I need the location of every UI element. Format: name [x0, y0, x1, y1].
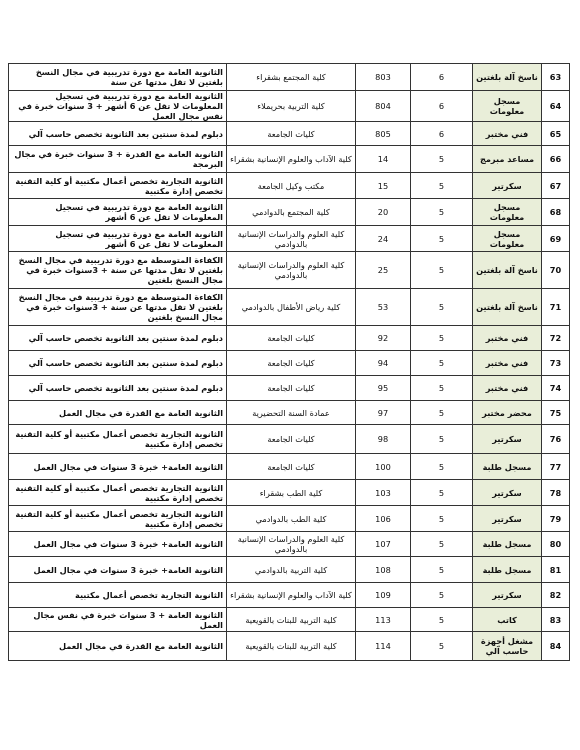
row-number-cell: 67 [542, 173, 570, 199]
department-cell: كلية المجتمع بالدوادمي [227, 199, 356, 226]
grade-level-cell: 5 [411, 608, 473, 632]
position-code-cell: 98 [356, 425, 411, 454]
qualification-cell: الثانوية التجارية تخصص أعمال مكتبية أو كلية التقنية تخصص إدارة مكتبية [9, 425, 227, 454]
department-cell: كلية التربية للبنات بالقويعية [227, 608, 356, 632]
job-title-cell: سكرتير [473, 583, 542, 608]
row-number-cell: 69 [542, 226, 570, 252]
grade-level-cell: 5 [411, 557, 473, 583]
row-number-cell: 75 [542, 401, 570, 425]
row-number-cell: 80 [542, 532, 570, 557]
grade-level-cell: 5 [411, 289, 473, 326]
job-title-cell: كاتب [473, 608, 542, 632]
job-title-cell: مشغل أجهزة حاسب آلي [473, 632, 542, 661]
row-number-cell: 72 [542, 326, 570, 351]
department-cell: كلية الآداب والعلوم الإنسانية بشقراء [227, 583, 356, 608]
position-code-cell: 803 [356, 64, 411, 91]
table-row [9, 351, 570, 376]
jobs-table [8, 63, 570, 661]
grade-level-cell: 5 [411, 425, 473, 454]
position-code-cell: 114 [356, 632, 411, 661]
table-row [9, 480, 570, 506]
department-cell: كلية الطب بشقراء [227, 480, 356, 506]
department-cell: كليات الجامعة [227, 122, 356, 146]
grade-level-cell: 5 [411, 583, 473, 608]
position-code-cell: 95 [356, 376, 411, 401]
position-code-cell: 100 [356, 454, 411, 480]
qualification-cell: الكفاءة المتوسطة مع دورة تدريبية في مجال النسخ بلغتين لا تقل مدتها عن سنة + 3سنوات خبرة في مجال النسخ بلغتين [9, 289, 227, 326]
table-row [9, 632, 570, 661]
qualification-cell: الثانوية التجارية تخصص أعمال مكتبية أو كلية التقنية تخصص إدارة مكتبية [9, 173, 227, 199]
grade-level-cell: 5 [411, 480, 473, 506]
table-row [9, 425, 570, 454]
row-number-cell: 73 [542, 351, 570, 376]
table-row [9, 122, 570, 146]
row-number-cell: 83 [542, 608, 570, 632]
table-row [9, 583, 570, 608]
grade-level-cell: 5 [411, 632, 473, 661]
grade-level-cell: 5 [411, 351, 473, 376]
qualification-cell: الثانوية العامة+ خبرة 3 سنوات في مجال العمل [9, 454, 227, 480]
job-title-cell: مسجل طلبة [473, 532, 542, 557]
qualification-cell: الثانوية العامة مع دورة تدريبية في تسجيل المعلومات لا تقل عن 6 أشهر [9, 226, 227, 252]
qualification-cell: دبلوم لمدة سنتين بعد الثانوية تخصص حاسب آلي [9, 376, 227, 401]
position-code-cell: 109 [356, 583, 411, 608]
job-title-cell: مسجل طلبة [473, 454, 542, 480]
qualification-cell: الثانوية العامة مع القدرة في مجال العمل [9, 401, 227, 425]
qualification-cell: الثانوية العامة مع دورة تدريبية في تسجيل المعلومات لا تقل عن 6 أشهر [9, 199, 227, 226]
job-title-cell: مسجل طلبة [473, 557, 542, 583]
department-cell: كليات الجامعة [227, 454, 356, 480]
department-cell: كلية التربية بحريملاء [227, 91, 356, 122]
row-number-cell: 78 [542, 480, 570, 506]
grade-level-cell: 6 [411, 64, 473, 91]
table-row [9, 326, 570, 351]
row-number-cell: 68 [542, 199, 570, 226]
row-number-cell: 63 [542, 64, 570, 91]
position-code-cell: 97 [356, 401, 411, 425]
row-number-cell: 84 [542, 632, 570, 661]
table-row [9, 557, 570, 583]
qualification-cell: دبلوم لمدة سنتين بعد الثانوية تخصص حاسب آلي [9, 351, 227, 376]
position-code-cell: 94 [356, 351, 411, 376]
job-title-cell: ناسخ آلة بلغتين [473, 252, 542, 289]
position-code-cell: 20 [356, 199, 411, 226]
position-code-cell: 14 [356, 146, 411, 173]
qualification-cell: الثانوية التجارية تخصص أعمال مكتبية أو كلية التقنية تخصص إدارة مكتبية [9, 480, 227, 506]
job-title-cell: فني مختبر [473, 326, 542, 351]
qualification-cell: الثانوية العامة مع القدرة + 3 سنوات خبرة في مجال البرمجة [9, 146, 227, 173]
table-row [9, 226, 570, 252]
position-code-cell: 92 [356, 326, 411, 351]
row-number-cell: 74 [542, 376, 570, 401]
table-row [9, 376, 570, 401]
position-code-cell: 103 [356, 480, 411, 506]
grade-level-cell: 5 [411, 401, 473, 425]
position-code-cell: 15 [356, 173, 411, 199]
qualification-cell: الثانوية التجارية تخصص أعمال مكتبية [9, 583, 227, 608]
table-row [9, 401, 570, 425]
position-code-cell: 53 [356, 289, 411, 326]
table-row [9, 146, 570, 173]
table-row [9, 454, 570, 480]
job-title-cell: فني مختبر [473, 376, 542, 401]
job-title-cell: مسجل معلومات [473, 199, 542, 226]
qualification-cell: دبلوم لمدة سنتين بعد الثانوية تخصص حاسب آلي [9, 326, 227, 351]
position-code-cell: 108 [356, 557, 411, 583]
job-title-cell: سكرتير [473, 506, 542, 532]
table-row [9, 289, 570, 326]
position-code-cell: 106 [356, 506, 411, 532]
job-title-cell: مسجل معلومات [473, 226, 542, 252]
grade-level-cell: 6 [411, 91, 473, 122]
job-title-cell: سكرتير [473, 480, 542, 506]
position-code-cell: 24 [356, 226, 411, 252]
row-number-cell: 82 [542, 583, 570, 608]
department-cell: كلية التربية للبنات بالقويعية [227, 632, 356, 661]
position-code-cell: 107 [356, 532, 411, 557]
department-cell: كلية رياض الأطفال بالدوادمي [227, 289, 356, 326]
department-cell: كلية العلوم والدراسات الإنسانية بالدوادمي [227, 226, 356, 252]
grade-level-cell: 5 [411, 532, 473, 557]
qualification-cell: الثانوية العامة مع دورة تدريبية في تسجيل المعلومات لا تقل عن 6 أشهر + 3 سنوات خبرة في نفس مجال العمل [9, 91, 227, 122]
row-number-cell: 66 [542, 146, 570, 173]
row-number-cell: 79 [542, 506, 570, 532]
department-cell: كلية الآداب والعلوم الإنسانية بشقراء [227, 146, 356, 173]
grade-level-cell: 5 [411, 454, 473, 480]
position-code-cell: 25 [356, 252, 411, 289]
grade-level-cell: 5 [411, 326, 473, 351]
table-row [9, 252, 570, 289]
department-cell: كلية الطب بالدوادمي [227, 506, 356, 532]
qualification-cell: الثانوية التجارية تخصص أعمال مكتبية أو كلية التقنية تخصص إدارة مكتبية [9, 506, 227, 532]
grade-level-cell: 6 [411, 122, 473, 146]
qualification-cell: الثانوية العامة + 3 سنوات خبرة في نفس مجال العمل [9, 608, 227, 632]
row-number-cell: 77 [542, 454, 570, 480]
job-title-cell: فني مختبر [473, 122, 542, 146]
row-number-cell: 81 [542, 557, 570, 583]
department-cell: كلية العلوم والدراسات الإنسانية بالدوادمي [227, 252, 356, 289]
job-title-cell: ناسخ آلة بلغتين [473, 64, 542, 91]
position-code-cell: 113 [356, 608, 411, 632]
qualification-cell: الثانوية العامة+ خبرة 3 سنوات في مجال العمل [9, 532, 227, 557]
department-cell: كلية العلوم والدراسات الإنسانية بالدوادمي [227, 532, 356, 557]
grade-level-cell: 5 [411, 506, 473, 532]
qualification-cell: دبلوم لمدة سنتين بعد الثانوية تخصص حاسب آلي [9, 122, 227, 146]
qualification-cell: الكفاءة المتوسطة مع دورة تدريبية في مجال النسخ بلغتين لا تقل مدتها عن سنة + 3سنوات خبرة في مجال النسخ بلغتين [9, 252, 227, 289]
table-row [9, 199, 570, 226]
job-title-cell: فني مختبر [473, 351, 542, 376]
grade-level-cell: 5 [411, 173, 473, 199]
table-row [9, 173, 570, 199]
department-cell: كلية التربية بالدوادمي [227, 557, 356, 583]
qualification-cell: الثانوية العامة مع القدرة في مجال العمل [9, 632, 227, 661]
qualification-cell: الثانوية العامة مع دورة تدريبية في مجال النسخ بلغتين لا تقل مدتها عن سنة [9, 64, 227, 91]
department-cell: كليات الجامعة [227, 425, 356, 454]
table-row [9, 506, 570, 532]
department-cell: عمادة السنة التحضيرية [227, 401, 356, 425]
department-cell: كلية المجتمع بشقراء [227, 64, 356, 91]
table-row [9, 608, 570, 632]
department-cell: كليات الجامعة [227, 351, 356, 376]
department-cell: كليات الجامعة [227, 326, 356, 351]
qualification-cell: الثانوية العامة+ خبرة 3 سنوات في مجال العمل [9, 557, 227, 583]
grade-level-cell: 5 [411, 252, 473, 289]
job-title-cell: مسجل معلومات [473, 91, 542, 122]
row-number-cell: 64 [542, 91, 570, 122]
grade-level-cell: 5 [411, 376, 473, 401]
grade-level-cell: 5 [411, 146, 473, 173]
position-code-cell: 804 [356, 91, 411, 122]
job-title-cell: سكرتير [473, 173, 542, 199]
job-title-cell: سكرتير [473, 425, 542, 454]
row-number-cell: 76 [542, 425, 570, 454]
row-number-cell: 71 [542, 289, 570, 326]
jobs-table-body [9, 64, 570, 661]
row-number-cell: 65 [542, 122, 570, 146]
table-row [9, 91, 570, 122]
grade-level-cell: 5 [411, 199, 473, 226]
job-title-cell: محضر مختبر [473, 401, 542, 425]
job-title-cell: مساعد مبرمج [473, 146, 542, 173]
table-row [9, 64, 570, 91]
grade-level-cell: 5 [411, 226, 473, 252]
job-title-cell: ناسخ آلة بلغتين [473, 289, 542, 326]
table-row [9, 532, 570, 557]
row-number-cell: 70 [542, 252, 570, 289]
department-cell: كليات الجامعة [227, 376, 356, 401]
position-code-cell: 805 [356, 122, 411, 146]
department-cell: مكتب وكيل الجامعة [227, 173, 356, 199]
